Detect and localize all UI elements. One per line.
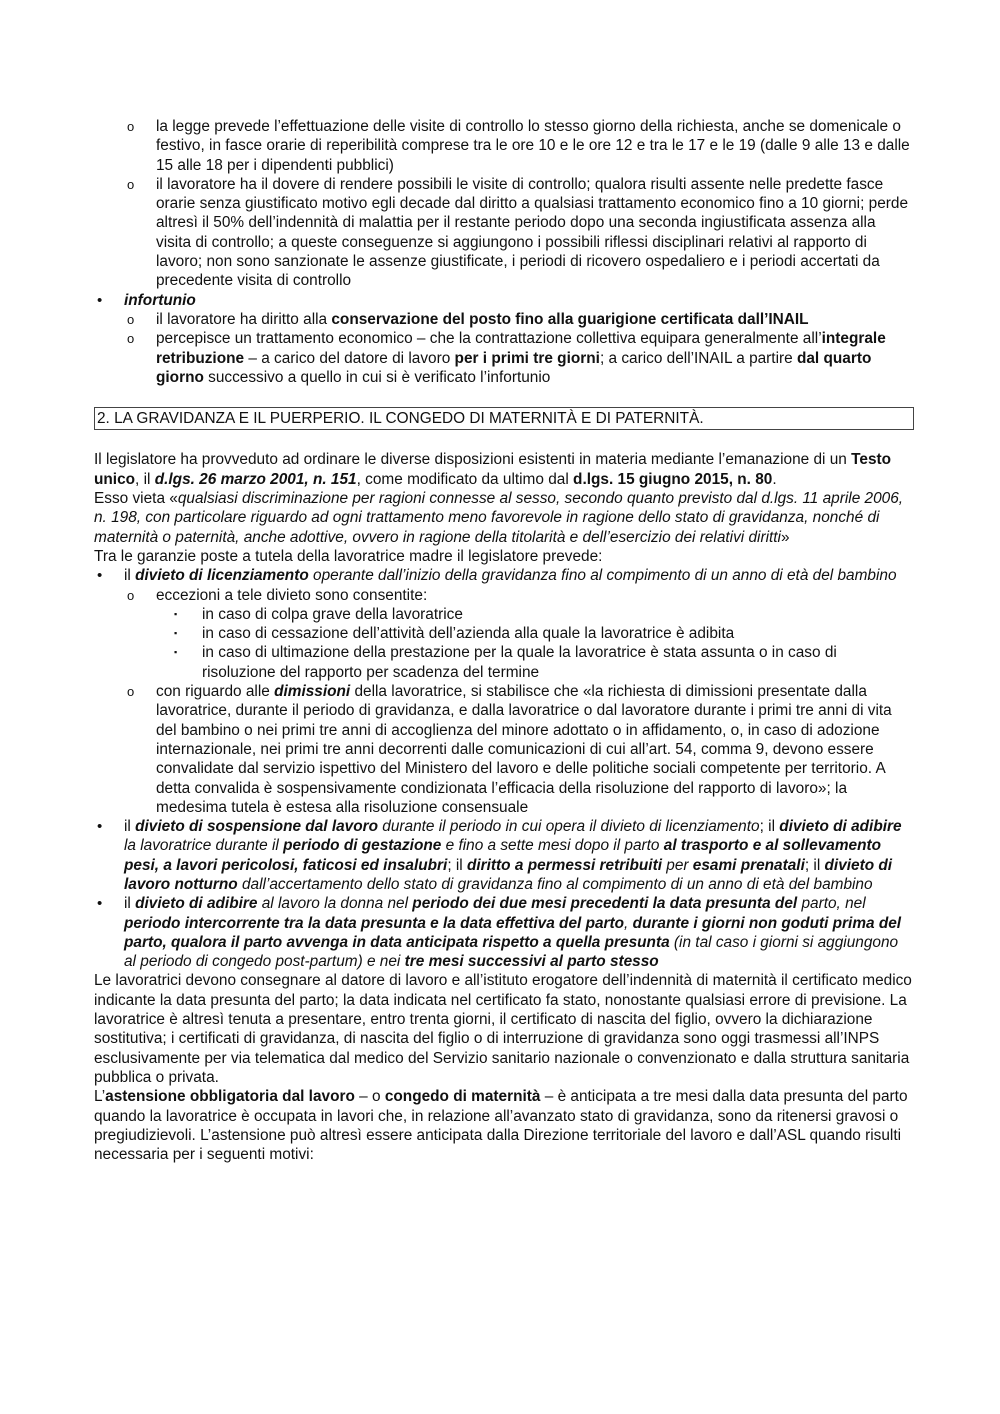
item-text: ; il xyxy=(447,856,467,874)
item-text: in caso di ultimazione della prestazione per la quale la lavoratrice è stata assunta o in caso di risoluzione del rapporto per scadenza del termine xyxy=(202,644,837,681)
square-bullet-icon: ▪ xyxy=(174,628,178,639)
paragraph-bold-text: astensione obbligatoria dal lavoro xyxy=(105,1088,355,1106)
paragraph-astensione-obbligatoria xyxy=(94,1087,912,1164)
item-bold-italic-text: esami prenatali xyxy=(692,856,805,874)
intro-paragraph-divieto xyxy=(94,489,912,547)
item-bold-italic-text: divieto di licenziamento xyxy=(135,567,309,585)
item-bold-italic-text: periodo dei due mesi precedenti la data presunta del xyxy=(412,895,798,913)
paragraph-text: – è anticipata a tre mesi dalla data presunta del parto quando la lavoratrice è occupata in lavori che, in relazione all’avanzato stato di gravidanza, sono da ritenersi gravosi o pregiudizievoli. L’astensione può altresì essere anticipata dalla Direzione territoriale del lavoro e dall’ASL quando risulti necessaria per i seguenti motivi: xyxy=(94,1088,908,1164)
section-title: 2. LA GRAVIDANZA E IL PUERPERIO. IL CONGEDO DI MATERNITÀ E DI PATERNITÀ. xyxy=(94,407,914,430)
list-item-cessazione-attivita xyxy=(94,624,912,643)
paragraph-text: L’ xyxy=(94,1088,106,1106)
item-bold-text: conservazione del posto fino alla guarigione certificata dall’INAIL xyxy=(331,310,809,328)
circle-bullet-icon: o xyxy=(127,119,135,134)
item-italic-text: per xyxy=(661,856,693,874)
item-italic-text: parto, nel xyxy=(797,895,866,913)
item-text: il xyxy=(124,567,136,585)
square-bullet-icon: ▪ xyxy=(174,647,178,658)
item-text: eccezioni a tele divieto sono consentite: xyxy=(156,586,428,604)
list-item-visite-controllo xyxy=(94,117,912,175)
item-italic-text: dall’accertamento dello stato di gravidanza fino al compimento di un anno di età del bambino xyxy=(237,875,873,893)
item-text: il xyxy=(124,818,136,836)
item-bold-italic-text: divieto di adibire xyxy=(135,895,258,913)
list-item-dimissioni xyxy=(94,682,912,817)
item-text: il lavoratore ha diritto alla xyxy=(156,310,332,328)
item-text: ; il xyxy=(759,818,780,836)
item-text: – a carico del datore di lavoro xyxy=(244,349,455,367)
item-bold-text: per i primi tre giorni xyxy=(454,349,600,367)
bullet-icon: • xyxy=(97,291,103,309)
bullet-icon: • xyxy=(97,818,103,836)
item-text: il xyxy=(124,895,136,913)
bullet-icon: • xyxy=(97,567,103,585)
list-item-dovere-lavoratore xyxy=(94,175,912,291)
item-italic-text: durante il periodo in cui opera il divieto di licenziamento xyxy=(378,818,760,836)
item-bold-italic-text: tre mesi successivi al parto stesso xyxy=(404,953,659,971)
item-bold-italic-text: durante i giorni non goduti prima del parto, qualora il parto avvenga in data anticipata rispetto a quella presunta xyxy=(124,914,902,951)
item-text: in caso di cessazione dell’attività dell’azienda alla quale la lavoratrice è adibita xyxy=(202,625,735,643)
paragraph-italic-text: qualsiasi discriminazione per ragioni connesse al sesso, secondo quanto previsto dal d.lgs. 11 aprile 2006, n. 198, con particolare riguardo ad ogni trattamento meno favorevole in ragione dello stato di gravidanza, nonché di maternità o paternità, anche adottive, ovvero in ragione della titolarità e dell’esercizio dei relativi diritti xyxy=(94,490,904,546)
item-text: in caso di colpa grave della lavoratrice xyxy=(202,605,463,623)
item-text: successivo a quello in cui si è verificato l’infortunio xyxy=(203,368,551,386)
list-item-infortunio xyxy=(94,291,912,310)
item-text: percepisce un trattamento economico – che la contrattazione collettiva equipara generalmente all’ xyxy=(156,330,822,348)
list-item-conservazione-posto xyxy=(94,310,912,329)
item-bold-italic-text: divieto di lavoro notturno xyxy=(124,856,893,893)
item-text: il lavoratore ha il dovere di rendere possibili le visite di controllo; qualora risulti assente nelle predette fasce orarie senza giustificato motivo egli decade dal diritto a qualsiasi trattamento economico fino a 10 giorni; perde altresì il 50% dell’indennità di malattia per il restante periodo dopo una seconda ingiustificata assenza alla visita di controllo; a queste conseguenze si aggiungono i possibili riflessi disciplinari relativi al rapporto di lavoro; non sono sanzionate le assenze giustificate, i periodi di ricovero ospedaliero e i periodi accertati da precedente visita di controllo xyxy=(156,175,908,290)
circle-bullet-icon: o xyxy=(127,176,135,192)
paragraph-text: – o xyxy=(354,1088,385,1106)
list-item-eccezioni xyxy=(94,586,912,605)
item-bold-italic-text: diritto a permessi retribuiti xyxy=(466,856,662,874)
item-bold-italic-text: dimissioni xyxy=(274,683,351,701)
document-body xyxy=(94,117,912,1164)
intro-paragraph-testo-unico xyxy=(94,450,912,489)
item-bold-italic-text: divieto di adibire xyxy=(779,818,902,836)
paragraph-bold-text: congedo di maternità xyxy=(384,1088,541,1106)
paragraph-text: » xyxy=(780,528,790,546)
circle-bullet-icon: o xyxy=(127,684,135,700)
item-italic-text: operante dall’inizio della gravidanza fino al compimento di un anno di età del bambino xyxy=(308,567,897,585)
paragraph-text: . xyxy=(772,470,777,488)
item-italic-text: (in tal caso i giorni si aggiungono al periodo di congedo post-partum) e nei xyxy=(124,933,899,971)
item-bold-italic-text: al trasporto e al sollevamento pesi, a lavori pericolosi, faticosi ed insalubri xyxy=(124,837,882,874)
item-italic-text: e fino a sette mesi dopo il parto xyxy=(441,837,664,855)
item-bold-italic-text: divieto di sospensione dal lavoro xyxy=(135,818,379,836)
item-text: la legge prevede l’effettuazione delle visite di controllo lo stesso giorno della richiesta, anche se domenicale o festivo, in fasce orarie di reperibilità comprese tra le ore 10 e le ore 12 e tra le 17 e le 19 (dalle 9 alle 13 e dalle 15 alle 18 per i dipendenti pubblici) xyxy=(156,118,910,174)
item-bold-italic-text: periodo di gestazione xyxy=(283,837,442,855)
list-item-colpa-grave xyxy=(94,605,912,624)
item-text: ; a carico dell’INAIL a partire xyxy=(599,349,797,367)
circle-bullet-icon: o xyxy=(127,331,135,347)
item-bold-italic-text: periodo intercorrente tra la data presunta e la data effettiva del parto xyxy=(124,914,625,932)
circle-bullet-icon: o xyxy=(127,587,135,603)
infortunio-heading: infortunio xyxy=(124,291,196,309)
intro-paragraph-garanzie: Tra le garanzie poste a tutela della lavoratrice madre il legislatore prevede: xyxy=(94,547,603,565)
paragraph-text: , come modificato da ultimo dal xyxy=(356,470,574,488)
list-item-divieto-adibire xyxy=(94,894,912,971)
list-item-divieto-sospensione xyxy=(94,817,912,894)
square-bullet-icon: ▪ xyxy=(174,608,178,619)
paragraph-text: Il legislatore ha provveduto ad ordinare le diverse disposizioni esistenti in materia mediante l’emanazione di un xyxy=(94,451,852,469)
paragraph-text: Esso vieta « xyxy=(94,490,178,508)
paragraph-text: , il xyxy=(135,470,155,488)
paragraph-bold-italic-text: d.lgs. 26 marzo 2001, n. 151 xyxy=(154,470,357,488)
item-bold-text: dal quarto giorno xyxy=(156,349,872,386)
paragraph-bold-text: Testo unico xyxy=(94,451,892,488)
list-item-trattamento-economico xyxy=(94,329,912,387)
paragraph-bold-text: d.lgs. 15 giugno 2015, n. 80 xyxy=(573,470,773,488)
circle-bullet-icon: o xyxy=(127,311,135,327)
paragraph-certificato-medico: Le lavoratrici devono consegnare al datore di lavoro e all’istituto erogatore dell’indennità di maternità il certificato medico indicante la data presunta del parto; la data indicata nel certificato fa stato, nonostante qualsiasi errore di previsione. La lavoratrice è altresì tenuta a presentare, entro trenta giorni, il certificato di nascita del figlio, ovvero la dichiarazione sostitutiva; i certificati di gravidanza, di nascita del figlio o di interruzione di gravidanza sono oggi trasmessi all’INPS esclusivamente per via telematica dal medico del Servizio sanitario nazionale o convenzionato e dalla struttura sanitaria pubblica o privata. xyxy=(94,972,912,1086)
bullet-icon: • xyxy=(97,895,103,913)
item-text: della lavoratrice, si stabilisce che «la richiesta di dimissioni presentate dalla lavoratrice, durante il periodo di gravidanza, e dalla lavoratrice o dal lavoratore durante i primi tre anni di vita del bambino o nei primi tre anni di accoglienza del minore adottato o in affidamento, o, in caso di adozione internazionale, nei primi tre anni decorrenti dalle comunicazioni di cui all’art. 54, comma 9, devono essere convalidate dal servizio ispettivo del Ministero del lavoro e delle politiche sociali competente per territorio. A detta convalida è sospensivamente condizionata l’efficacia della risoluzione del rapporto di lavoro»; la medesima tutela è estesa alla risoluzione consensuale xyxy=(156,683,892,816)
item-italic-text: , xyxy=(624,914,633,932)
item-italic-text: la lavoratrice durante il xyxy=(124,837,284,855)
list-item-ultimazione-prestazione xyxy=(94,643,912,682)
item-italic-text: al lavoro la donna nel xyxy=(257,895,413,913)
list-item-divieto-licenziamento xyxy=(94,566,912,585)
item-text: con riguardo alle xyxy=(156,683,275,701)
item-text: ; il xyxy=(804,856,825,874)
item-bold-text: integrale retribuzione xyxy=(156,330,886,367)
